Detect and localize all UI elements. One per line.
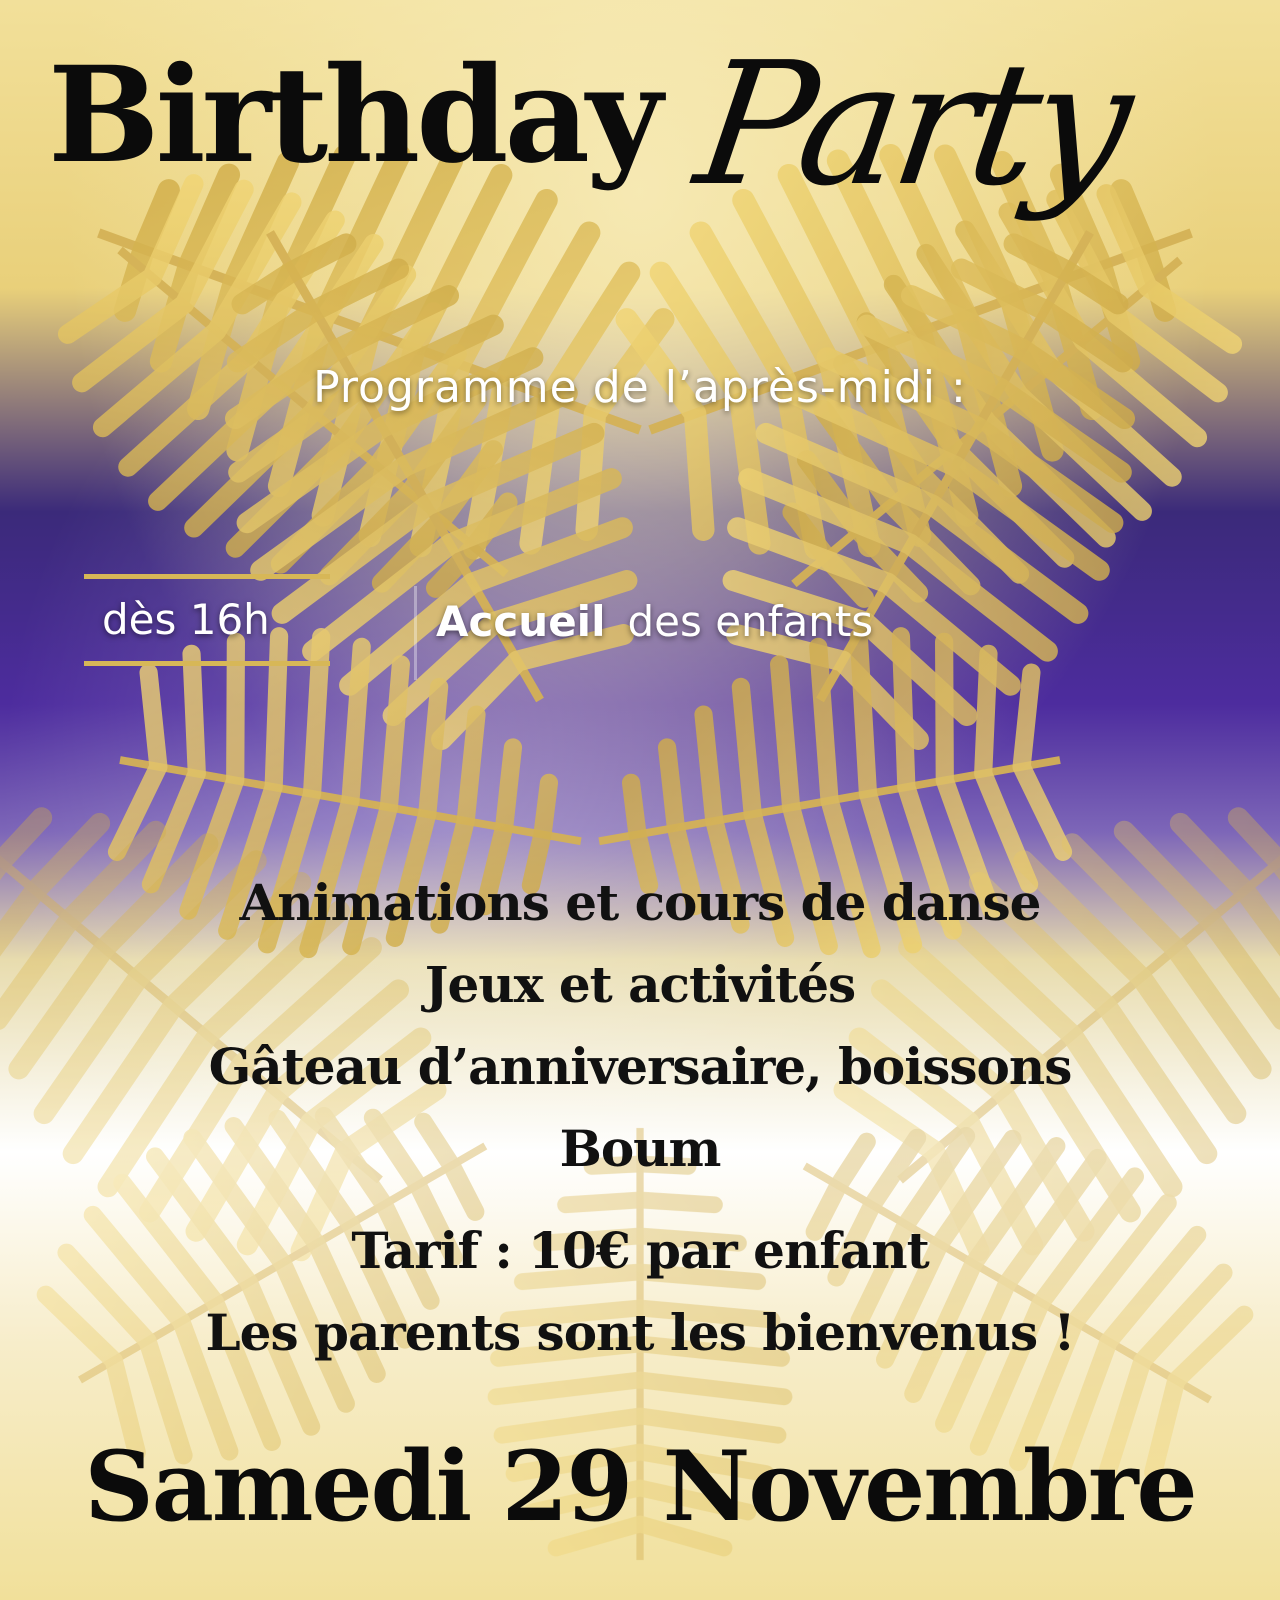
- title: [0, 0, 1280, 270]
- programme-heading: Programme de l’après-midi :: [313, 362, 967, 413]
- title-party: Party: [686, 26, 1138, 224]
- schedule-rest: des enfants: [627, 597, 874, 646]
- tarif-line: Tarif : 10€ par enfant: [351, 1221, 929, 1280]
- schedule-divider: [414, 586, 417, 680]
- event-date: Samedi 29 Novembre: [84, 1430, 1196, 1543]
- activity-item: Jeux et activités: [424, 955, 856, 1014]
- schedule-strong: Accueil: [436, 597, 606, 646]
- activities-list: [0, 862, 1280, 1190]
- schedule-time: dès 16h: [102, 595, 270, 644]
- schedule-description: [436, 597, 873, 646]
- pricing-block: [0, 1210, 1280, 1374]
- activity-item: Animations et cours de danse: [239, 873, 1041, 932]
- activity-item: Boum: [559, 1119, 721, 1178]
- activity-item: Gâteau d’anniversaire, boissons: [208, 1037, 1072, 1096]
- title-birthday: Birthday: [48, 38, 659, 193]
- parents-line: Les parents sont les bienvenus !: [205, 1303, 1075, 1362]
